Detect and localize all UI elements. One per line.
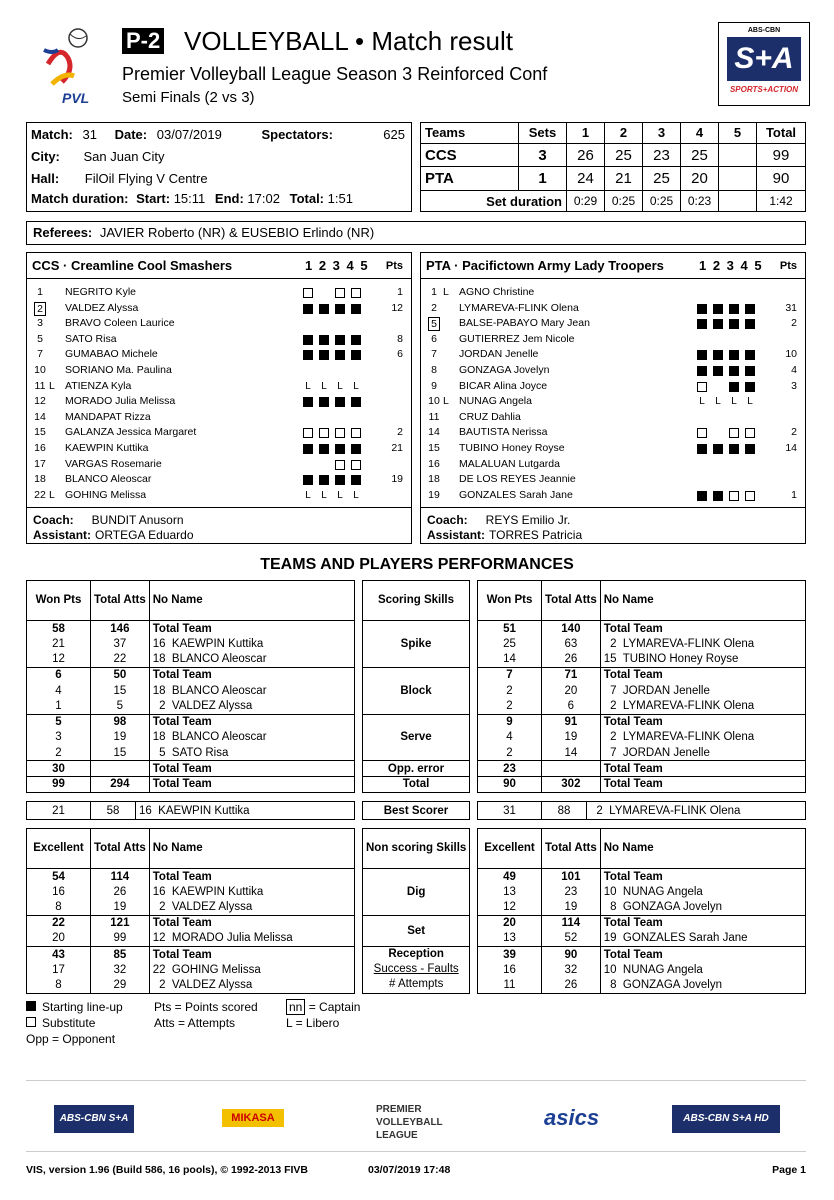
nonscoring-team-b: Excellent Total Atts No Name 49 101 Total Team 13 23 10 NUNAG Angela 12 19 8 GONZAGA Jovelyn 20 114 Total Team 13 52 19 GONZALES Sarah Jane 39 90 Total Team 16 32 10 NUNAG Angela 11 26 8 GONZAGA Jovelyn [477, 828, 806, 994]
stat-row: 16 32 10 NUNAG Angela [478, 962, 806, 978]
starter-marker [729, 366, 739, 376]
starter-marker [351, 350, 361, 360]
libero-marker: L [731, 396, 737, 408]
starter-marker [335, 304, 345, 314]
starter-marker [319, 335, 329, 345]
libero-marker: L [305, 380, 311, 392]
player-name: GONZAGA Jovelyn [459, 363, 550, 376]
stat-row: 9 91 Total Team [478, 714, 806, 730]
stat-row: 20 99 12 MORADO Julia Melissa [27, 931, 355, 947]
starter-marker [351, 335, 361, 345]
player-name: MANDAPAT Rizza [65, 410, 151, 423]
starter-marker [351, 444, 361, 454]
best-scorer-a: 21 58 16 KAEWPIN Kuttika [26, 801, 355, 820]
stat-row: 20 114 Total Team [478, 915, 806, 931]
starter-marker [319, 397, 329, 407]
substitute-marker [697, 428, 707, 438]
player-number: 15 [34, 426, 46, 439]
best-scorer-b: 31 88 2 LYMAREVA-FLINK Olena [477, 801, 806, 820]
performance-title: TEAMS AND PLAYERS PERFORMANCES [260, 556, 574, 573]
player-row [421, 285, 805, 301]
stat-row: 54 114 Total Team [27, 869, 355, 885]
stat-row: 13 23 10 NUNAG Angela [478, 884, 806, 900]
player-row [27, 488, 411, 504]
player-number: 14 [34, 410, 46, 423]
player-name: NEGRITO Kyle [65, 286, 136, 298]
player-row [421, 472, 805, 488]
footer: VIS, version 1.96 (Build 586, 16 pools), © 1992-2013 FIVB 03/07/2019 17:48 Page 1 [26, 1164, 806, 1176]
stat-row: 8 29 2 VALDEZ Alyssa [27, 978, 355, 994]
competition-name: Premier Volleyball League Season 3 Reinforced Conf [122, 64, 548, 84]
player-row [27, 301, 411, 317]
team-b-coach: REYS Emilio Jr. [485, 513, 571, 527]
player-name: NUNAG Angela [459, 395, 532, 408]
player-row [27, 379, 411, 395]
starter-marker [713, 366, 723, 376]
match-number: 31 [82, 127, 97, 142]
team-b-assistant: TORRES Patricia [489, 528, 583, 542]
player-number: 5 [37, 332, 43, 345]
page-title: VOLLEYBALL • Match result [184, 26, 513, 56]
match-phase: Semi Finals (2 vs 3) [122, 89, 255, 106]
starter-marker [745, 444, 755, 454]
starter-marker [351, 397, 361, 407]
player-name: ATIENZA Kyla [65, 379, 132, 392]
starter-marker [335, 335, 345, 345]
stat-row: 4 19 2 LYMAREVA-FLINK Olena [478, 730, 806, 746]
stat-row: 25 63 2 LYMAREVA-FLINK Olena [478, 636, 806, 652]
substitute-marker [351, 460, 361, 470]
stat-row: 7 71 Total Team [478, 667, 806, 683]
libero-marker: L [747, 396, 753, 408]
player-number: 1 [37, 286, 43, 298]
player-number: 16 [428, 457, 440, 470]
player-name: TUBINO Honey Royse [459, 441, 565, 454]
page-code: P-2 [122, 28, 164, 54]
player-row [421, 347, 805, 363]
libero-marker: L [321, 380, 327, 392]
substitute-marker [697, 382, 707, 392]
starter-marker [745, 366, 755, 376]
starter-marker [303, 397, 313, 407]
player-number: 2 [31, 301, 49, 318]
stat-row: 4 15 18 BLANCO Aleoscar [27, 683, 355, 699]
player-number: 11 [34, 379, 46, 392]
player-points: 1 [791, 488, 797, 501]
scoring-team-a: Won Pts Total Atts No Name 58 146 Total Team 21 37 16 KAEWPIN Kuttika 12 22 18 BLANCO Aleoscar 6 50 Total Team 4 15 18 BLANCO Aleoscar 1 5 2 VALDEZ Alyssa 5 98 Total Team 3 19 18 BLANCO Aleoscar 2 15 5 SATO Risa 30 Total Team 99 294 Total Team [26, 580, 355, 793]
player-number: 7 [431, 348, 437, 361]
player-name: MALALUAN Lutgarda [459, 457, 560, 470]
stat-row: 49 101 Total Team [478, 869, 806, 885]
scoring-team-b: Won Pts Total Atts No Name 51 140 Total Team 25 63 2 LYMAREVA-FLINK Olena 14 26 15 TUBINO Honey Royse 7 71 Total Team 2 20 7 JORDAN Jenelle 2 6 2 LYMAREVA-FLINK Olena 9 91 Total Team 4 19 2 LYMAREVA-FLINK Olena 2 14 7 JORDAN Jenelle 23 Total Team 90 302 Total Team [477, 580, 806, 793]
substitute-marker [303, 428, 313, 438]
stat-row: 99 294 Total Team [27, 776, 355, 792]
player-number: 6 [431, 332, 437, 345]
player-points: 4 [791, 363, 797, 376]
player-number: 10 [34, 363, 46, 376]
player-number: 2 [431, 301, 437, 314]
player-name: SATO Risa [65, 332, 117, 345]
stat-row: 22 121 Total Team [27, 915, 355, 931]
starter-marker [319, 475, 329, 485]
player-name: VARGAS Rosemarie [65, 457, 162, 470]
stat-row: 39 90 Total Team [478, 946, 806, 962]
pvl-logo-text: PVL [62, 90, 90, 106]
sponsor-sa-hd-logo: ABS-CBN S+A HD [672, 1105, 780, 1133]
player-name: LYMAREVA-FLINK Olena [459, 301, 579, 314]
libero-marker: L [337, 489, 343, 501]
player-row [27, 394, 411, 410]
match-date: 03/07/2019 [156, 127, 222, 142]
player-points: 31 [785, 301, 797, 314]
starter-marker [319, 304, 329, 314]
stat-row: 16 26 16 KAEWPIN Kuttika [27, 884, 355, 900]
player-row [421, 488, 805, 504]
starter-marker [745, 319, 755, 329]
stat-row: 5 98 Total Team [27, 714, 355, 730]
starter-marker [351, 475, 361, 485]
starter-marker [713, 304, 723, 314]
substitute-marker [335, 428, 345, 438]
player-number: 15 [428, 441, 440, 454]
substitute-marker [745, 428, 755, 438]
score-row-ccs: CCS 3 26 25 23 25 99 [421, 143, 806, 167]
starter-marker [713, 444, 723, 454]
player-row [421, 301, 805, 317]
spectators: 625 [383, 127, 405, 142]
player-points: 19 [391, 473, 403, 486]
libero-marker: L [699, 396, 705, 408]
match-info-panel: Match: 31 Date: 03/07/2019 Spectators: 625 City: San Juan City Hall: FilOil Flying V Centre Match duration: Start: 15:11 End: 17:02 Total: 1:51 [26, 122, 412, 212]
starter-marker [729, 319, 739, 329]
stat-row: 14 26 15 TUBINO Honey Royse [478, 652, 806, 668]
starter-marker [745, 304, 755, 314]
player-name: GONZALES Sarah Jane [459, 488, 573, 501]
player-number: 18 [428, 473, 440, 486]
stat-row: 58 146 Total Team [27, 621, 355, 637]
starter-marker [335, 475, 345, 485]
starter-marker [335, 350, 345, 360]
player-row [27, 363, 411, 379]
stat-row: 12 22 18 BLANCO Aleoscar [27, 652, 355, 668]
starter-marker [319, 444, 329, 454]
stat-row: 11 26 8 GONZAGA Jovelyn [478, 978, 806, 994]
starter-marker [713, 350, 723, 360]
starter-marker [713, 319, 723, 329]
player-points: 1 [397, 286, 403, 298]
stat-row: 12 19 8 GONZAGA Jovelyn [478, 900, 806, 916]
starter-marker [351, 304, 361, 314]
player-number: 18 [34, 473, 46, 486]
starter-marker [335, 397, 345, 407]
starter-marker [713, 491, 723, 501]
starter-marker [729, 350, 739, 360]
starter-marker [697, 304, 707, 314]
stat-row: 2 6 2 LYMAREVA-FLINK Olena [478, 698, 806, 714]
libero-flag: L [443, 286, 449, 298]
player-name: BICAR Alina Joyce [459, 379, 548, 392]
libero-marker: L [715, 396, 721, 408]
player-row [421, 316, 805, 332]
stat-row: 2 15 5 SATO Risa [27, 745, 355, 761]
stat-row: 2 20 7 JORDAN Jenelle [478, 683, 806, 699]
player-row [421, 441, 805, 457]
sponsor-mikasa-logo: MIKASA [222, 1109, 284, 1127]
player-name: SORIANO Ma. Paulina [65, 363, 172, 376]
substitute-marker [351, 288, 361, 298]
player-name: VALDEZ Alyssa [65, 301, 139, 314]
stat-row: 8 19 2 VALDEZ Alyssa [27, 900, 355, 916]
player-points: 6 [397, 348, 403, 361]
libero-flag: L [443, 395, 449, 408]
starter-marker [303, 335, 313, 345]
player-row [27, 332, 411, 348]
starter-marker [319, 350, 329, 360]
sponsor-bar [26, 1080, 806, 1152]
substitute-marker [729, 428, 739, 438]
stat-row: 21 37 16 KAEWPIN Kuttika [27, 636, 355, 652]
player-points: 10 [785, 348, 797, 361]
player-number: 8 [431, 363, 437, 376]
player-row [421, 332, 805, 348]
player-name: BAUTISTA Nerissa [459, 426, 548, 439]
player-row [27, 457, 411, 473]
player-row [421, 425, 805, 441]
best-scorer-label: Best Scorer [362, 801, 470, 820]
starter-marker [303, 304, 313, 314]
player-row [421, 363, 805, 379]
sponsor-pvl-logo: PREMIER VOLLEYBALL LEAGUE [376, 1104, 443, 1141]
sports-action-logo: ABS-CBN S+A SPORTS+ACTION [718, 22, 810, 106]
starter-marker [729, 444, 739, 454]
city: San Juan City [83, 149, 165, 164]
player-row [421, 394, 805, 410]
player-row [27, 316, 411, 332]
nonscoring-team-a: Excellent Total Atts No Name 54 114 Total Team 16 26 16 KAEWPIN Kuttika 8 19 2 VALDEZ Alyssa 22 121 Total Team 20 99 12 MORADO Julia Melissa 43 85 Total Team 17 32 22 GOHING Melissa 8 29 2 VALDEZ Alyssa [26, 828, 355, 994]
player-name: AGNO Christine [459, 286, 535, 298]
set-duration-row: Set duration 0:29 0:25 0:25 0:23 1:42 [421, 191, 806, 212]
player-number: 10 [428, 395, 440, 408]
player-number: 5 [425, 316, 443, 333]
player-points: 12 [391, 301, 403, 314]
player-name: GUMABAO Michele [65, 348, 158, 361]
player-points: 2 [791, 317, 797, 330]
stat-row: 1 5 2 VALDEZ Alyssa [27, 698, 355, 714]
player-points: 2 [791, 426, 797, 439]
player-points: 2 [397, 426, 403, 439]
player-row [27, 347, 411, 363]
score-row-pta: PTA 1 24 21 25 20 90 [421, 167, 806, 191]
player-row [27, 472, 411, 488]
player-name: KAEWPIN Kuttika [65, 441, 149, 454]
sponsor-asics-logo: asics [544, 1105, 600, 1130]
stat-row: 90 302 Total Team [478, 776, 806, 792]
player-row [421, 457, 805, 473]
player-number: 11 [428, 410, 440, 423]
starter-marker [745, 382, 755, 392]
starter-marker [303, 444, 313, 454]
substitute-marker [303, 288, 313, 298]
player-name: MORADO Julia Melissa [65, 395, 176, 408]
player-number: 14 [428, 426, 440, 439]
player-points: 14 [785, 441, 797, 454]
player-name: DE LOS REYES Jeannie [459, 473, 576, 486]
hall: FilOil Flying V Centre [84, 171, 208, 186]
start-time: 15:11 [173, 191, 206, 206]
substitute-marker [335, 460, 345, 470]
player-number: 9 [431, 379, 437, 392]
stat-row: 3 19 18 BLANCO Aleoscar [27, 730, 355, 746]
player-name: CRUZ Dahlia [459, 410, 521, 423]
team-a-assistant: ORTEGA Eduardo [95, 528, 194, 542]
starter-marker [303, 475, 313, 485]
scoring-skills: Scoring Skills Spike Block Serve Opp. error Total [362, 580, 470, 793]
starter-marker [729, 382, 739, 392]
player-name: GOHING Melissa [65, 488, 147, 501]
player-row [27, 425, 411, 441]
sponsor-sa-logo: ABS-CBN S+A [54, 1105, 134, 1133]
player-points: 21 [391, 441, 403, 454]
player-row [421, 379, 805, 395]
substitute-marker [745, 491, 755, 501]
starter-marker [697, 319, 707, 329]
team-a-roster: CCS · Creamline Cool Smashers 1 2 3 4 5 Pts 1 NEGRITO Kyle 1 2 VALDEZ Alyssa 12 3 BRAVO Coleen Laurice 5 SATO Risa 8 7 GUMABAO Michele 6 10 SORIANO Ma. Paulina 11 L ATIENZA Kyla L L L L 12 MORADO Julia Melissa 14 MANDAPAT Rizza 15 GALANZA Jessica Margaret 2 16 KAEWPIN Kuttika 21 17 VARGAS Rosemarie 18 BLANCO Aleoscar 19 22 L GOHING Melissa L L L L Coach: BUNDIT Anusorn Assistant: ORTEGA Eduardo [26, 252, 412, 544]
libero-flag: L [49, 379, 55, 392]
total-time: 1:51 [327, 191, 353, 206]
starter-marker [729, 304, 739, 314]
player-row [27, 441, 411, 457]
player-row [27, 285, 411, 301]
player-number: 17 [34, 457, 46, 470]
starter-marker [303, 350, 313, 360]
stat-row: 17 32 22 GOHING Melissa [27, 962, 355, 978]
score-table: Teams Sets 1 2 3 4 5 Total CCS 3 26 25 23 25 99 PTA 1 24 21 25 20 90 Set duration 0:29 0:25 0:25 0:23 1:42 [420, 122, 806, 212]
player-name: GALANZA Jessica Margaret [65, 426, 197, 439]
player-name: BALSE-PABAYO Mary Jean [459, 317, 590, 330]
substitute-marker [319, 428, 329, 438]
player-name: GUTIERREZ Jem Nicole [459, 332, 575, 345]
team-b-title: PTA · Pacifictown Army Lady Troopers [426, 258, 664, 273]
player-name: BRAVO Coleen Laurice [65, 317, 175, 330]
substitute-marker [351, 428, 361, 438]
player-points: 3 [791, 379, 797, 392]
player-number: 7 [37, 348, 43, 361]
libero-marker: L [353, 489, 359, 501]
player-row [421, 410, 805, 426]
starter-marker [697, 491, 707, 501]
libero-flag: L [49, 488, 55, 501]
starter-marker [745, 350, 755, 360]
end-time: 17:02 [247, 191, 280, 206]
referees: Referees: JAVIER Roberto (NR) & EUSEBIO Erlindo (NR) [26, 221, 806, 245]
starter-marker [697, 366, 707, 376]
player-name: BLANCO Aleoscar [65, 473, 152, 486]
libero-marker: L [353, 380, 359, 392]
libero-marker: L [305, 489, 311, 501]
substitute-marker [335, 288, 345, 298]
legend: Starting line-up Substitute Opp = Opponent Pts = Points scored Atts = Attempts nn = Captain L = Libero [26, 1000, 361, 1046]
nonscoring-skills: Non scoring Skills Dig Set Reception Success - Faults # Attempts [362, 828, 470, 994]
pvl-logo [38, 24, 100, 112]
libero-marker: L [337, 380, 343, 392]
stat-row: 30 Total Team [27, 761, 355, 777]
player-number: 1 [431, 286, 437, 298]
player-row [27, 410, 411, 426]
starter-marker [335, 444, 345, 454]
player-number: 22 [34, 488, 46, 501]
stat-row: 23 Total Team [478, 761, 806, 777]
stat-row: 43 85 Total Team [27, 946, 355, 962]
team-a-title: CCS · Creamline Cool Smashers [32, 258, 233, 273]
player-number: 12 [34, 395, 46, 408]
substitute-marker [729, 491, 739, 501]
player-name: JORDAN Jenelle [459, 348, 539, 361]
team-b-roster: PTA · Pacifictown Army Lady Troopers 1 2 3 4 5 Pts 1 L AGNO Christine 2 LYMAREVA-FLINK Olena 31 5 BALSE-PABAYO Mary Jean 2 6 GUTIERREZ Jem Nicole 7 JORDAN Jenelle 10 8 GONZAGA Jovelyn 4 9 BICAR Alina Joyce 3 10 L NUNAG Angela L L L L 11 CRUZ Dahlia 14 BAUTISTA Nerissa 2 15 TUBINO Honey Royse 14 16 MALALUAN Lutgarda 18 DE LOS REYES Jeannie 19 GONZALES Sarah Jane 1 Coach: REYS Emilio Jr. Assistant: TORRES Patricia [420, 252, 806, 544]
player-number: 16 [34, 441, 46, 454]
player-number: 3 [37, 317, 43, 330]
player-points: 8 [397, 332, 403, 345]
starter-marker [697, 350, 707, 360]
libero-marker: L [321, 489, 327, 501]
stat-row: 13 52 19 GONZALES Sarah Jane [478, 931, 806, 947]
stat-row: 51 140 Total Team [478, 621, 806, 637]
team-a-coach: BUNDIT Anusorn [91, 513, 184, 527]
stat-row: 2 14 7 JORDAN Jenelle [478, 745, 806, 761]
starter-marker [697, 444, 707, 454]
player-number: 19 [428, 488, 440, 501]
stat-row: 6 50 Total Team [27, 667, 355, 683]
